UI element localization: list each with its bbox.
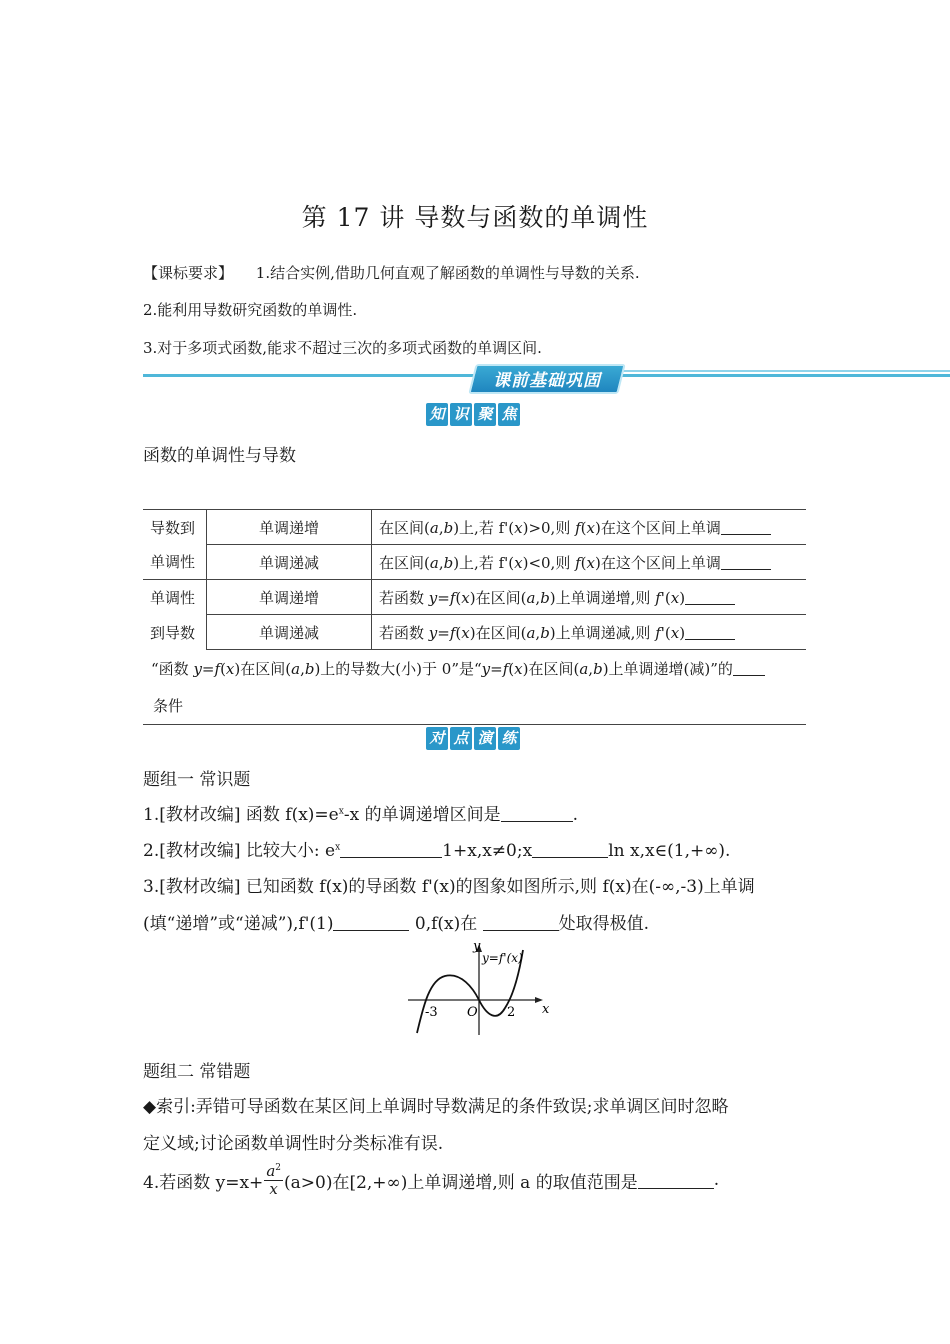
q2-text: 2.[教材改编] 比较大小: e: [143, 841, 336, 861]
row-condition: 在区间(a,b)上,若 f'(x)<0,则 f(x)在这个区间上单调: [372, 545, 807, 580]
q2-text: 1+x,x≠0;x: [442, 841, 533, 861]
tag-char: 聚: [474, 403, 496, 426]
q2-text: ln x,x∈(1,+∞).: [608, 841, 731, 861]
numerator-sup: 2: [275, 1163, 281, 1173]
tag-char: 演: [474, 727, 496, 750]
y-axis-label: y: [473, 939, 481, 954]
tag-char: 对: [426, 727, 448, 750]
answer-blank[interactable]: [483, 913, 559, 931]
question-3-line-1: 3.[教材改编] 已知函数 f(x)的导函数 f'(x)的图象如图所示,则 f(x)在(-∞,-3)上单调: [143, 877, 755, 897]
tag-char: 知: [426, 403, 448, 426]
answer-blank[interactable]: [333, 913, 409, 931]
group-label: 到导数: [150, 623, 196, 642]
q3-text: 处取得极值.: [558, 914, 650, 934]
footer-line-2: 条件: [153, 697, 184, 715]
question-1: [143, 800, 578, 825]
fraction: [264, 1163, 283, 1197]
footer-line-1: “函数 y=f(x)在区间(a,b)上的导数大(小)于 0”是“y=f(x)在区间(a,b)上单调递增(减)”的: [151, 658, 765, 679]
q4-text: 4.若函数 y=x+: [143, 1172, 264, 1193]
q4-text: (a>0)在[2,+∞)上单调递增,则 a 的取值范围是: [284, 1172, 638, 1193]
group-label: 导数到: [143, 510, 207, 545]
group-label: 单调性: [143, 580, 207, 615]
tick-label-left: -3: [425, 1005, 438, 1020]
note-line-1: ◆索引:弄错可导函数在某区间上单调时导数满足的条件致误;求单调区间时忽略: [143, 1097, 729, 1117]
tag-char: 识: [450, 403, 472, 426]
tag-practice: [426, 727, 520, 750]
tick-label-right: 2: [507, 1005, 516, 1020]
table-footer: [143, 652, 806, 725]
question-2: [143, 836, 730, 861]
numerator-text: a: [266, 1162, 276, 1180]
tag-knowledge-focus: [426, 403, 520, 426]
page-title: 第 17 讲 导数与函数的单调性: [301, 203, 649, 232]
x-axis-label: x: [542, 1002, 550, 1017]
tag-char: 点: [450, 727, 472, 750]
group-1-heading: 题组一 常识题: [143, 770, 251, 790]
q1-end: .: [572, 805, 578, 825]
tag-char: 焦: [498, 403, 520, 426]
requirement-item-1: 1.结合实例,借助几何直观了解函数的单调性与导数的关系.: [255, 264, 640, 282]
row-condition: 若函数 y=f(x)在区间(a,b)上单调递减,则 f'(x): [372, 615, 807, 650]
fraction-numerator: [264, 1163, 283, 1181]
fraction-denominator: [264, 1181, 283, 1198]
q3-text: 0,f(x)在: [409, 914, 483, 934]
requirements-label: 【课标要求】: [143, 264, 234, 282]
denominator-text: x: [269, 1179, 278, 1198]
requirement-item-2: 2.能利用导数研究函数的单调性.: [143, 301, 358, 319]
answer-blank[interactable]: [340, 840, 442, 858]
q2-sup: x: [335, 842, 341, 853]
tag-char: 练: [498, 727, 520, 750]
q4-end: .: [713, 1170, 720, 1190]
banner-rule-light: [620, 370, 950, 372]
section-banner-text: 课前基础巩固: [493, 371, 601, 391]
row-condition: 在区间(a,b)上,若 f'(x)>0,则 f(x)在这个区间上单调: [372, 510, 807, 545]
row-type: 单调递增: [207, 510, 372, 545]
row-type: 单调递减: [207, 615, 372, 650]
monotonicity-table: [143, 509, 806, 650]
origin-label: O: [467, 1005, 478, 1020]
row-type: 单调递增: [207, 580, 372, 615]
group-2-heading: 题组二 常错题: [143, 1062, 251, 1082]
question-3-line-2: [143, 909, 649, 934]
question-4: [143, 1163, 719, 1197]
q3-text: (填“递增”或“递减”),f'(1): [143, 914, 334, 934]
answer-blank[interactable]: [638, 1171, 714, 1189]
group-label: 单调性: [150, 553, 196, 572]
q1-text: -x 的单调递增区间是: [343, 805, 501, 825]
row-condition: 若函数 y=f(x)在区间(a,b)上单调递增,则 f'(x): [372, 580, 807, 615]
answer-blank[interactable]: [501, 804, 573, 822]
requirement-item-3: 3.对于多项式函数,能求不超过三次的多项式函数的单调区间.: [143, 339, 542, 357]
row-type: 单调递减: [207, 545, 372, 580]
curve-label: y=f'(x): [482, 951, 523, 965]
q1-text: 1.[教材改编] 函数 f(x)=e: [143, 805, 339, 825]
note-line-2: 定义域;讨论函数单调性时分类标准有误.: [143, 1134, 444, 1154]
section-heading: 函数的单调性与导数: [143, 446, 296, 466]
requirements-line-1: [143, 262, 640, 283]
q1-sup: x: [338, 806, 344, 817]
derivative-graph: [405, 938, 550, 1038]
answer-blank[interactable]: [532, 840, 608, 858]
